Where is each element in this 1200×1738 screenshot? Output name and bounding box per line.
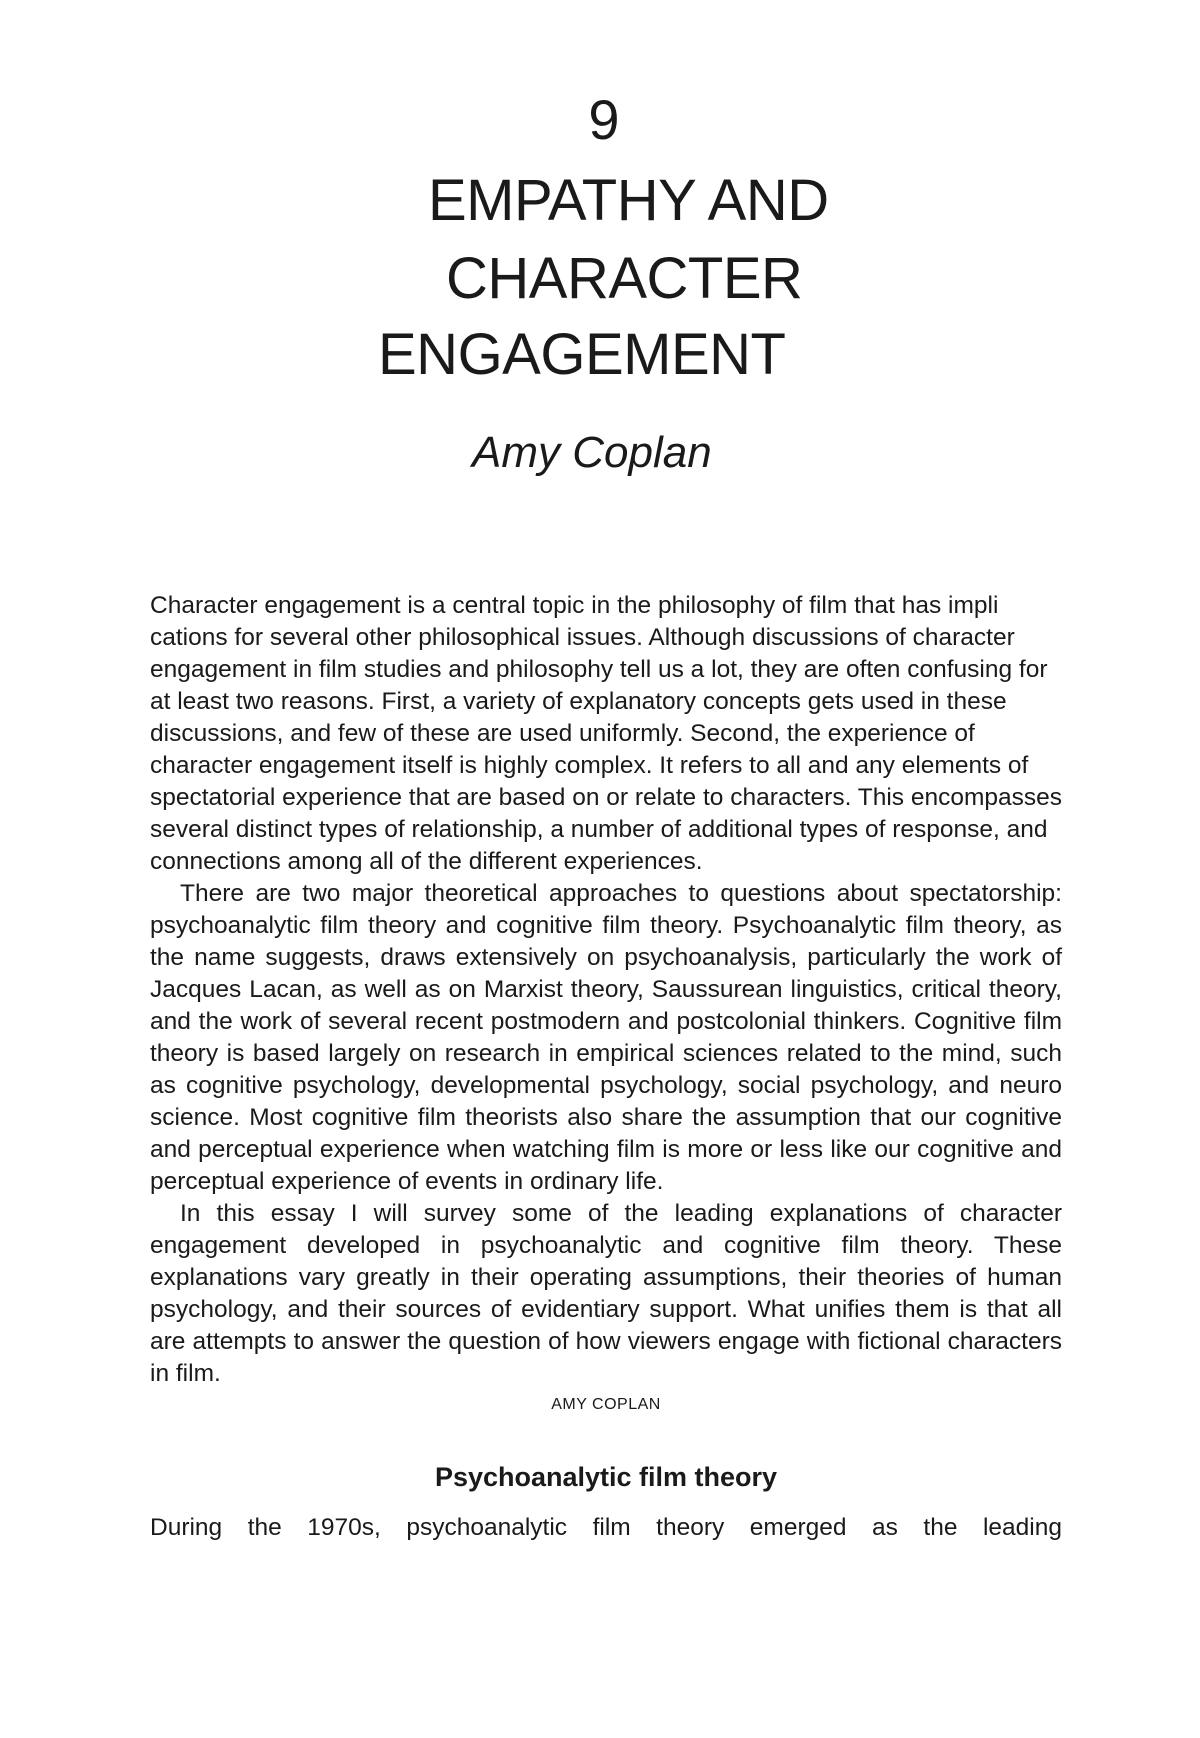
running-head: AMY COPLAN [551, 1396, 661, 1413]
chapter-title-line-3: ENGAGEMENT [378, 322, 786, 387]
body-text [150, 590, 1062, 1544]
chapter-number: 9 [588, 88, 620, 151]
paragraph-1: Character engagement is a central topic in the philosophy of film that has impli cations for several other philosophical issues. Although discussions of character engagement in film studies and philosophy tell us a lot, they are often confusing for at least two reasons. First, a variety of explanatory concepts gets used in these discussions, and few of these are used uniformly. Second, the experience of character engagement itself is highly complex. It refers to all and any elements of spectatorial experience that are based on or relate to characters. This encompasses several distinct types of relationship, a number of additional types of response, and connections among all of the different experiences. [150, 592, 1062, 875]
section-heading: Psychoanalytic film theory [434, 1462, 778, 1492]
chapter-title-line-1: EMPATHY AND [428, 168, 829, 233]
paragraph-3: In this essay I will survey some of the leading explanations of character engagement developed in psychoanalytic and cognitive film theory. These explanations vary greatly in their operating assumptions, their theories of human psychology, and their sources of evidentiary support. What unifies them is that all are attempts to answer the question of how viewers engage with fictional characters in film. [150, 1200, 1062, 1387]
author-name: Amy Coplan [472, 428, 712, 477]
section-first-line: During the 1970s, psychoanalytic film theory emerged as the leading [150, 1514, 1062, 1541]
paragraph-2: There are two major theoretical approaches to questions about spectatorship: psychoanalytic film theory and cognitive film theory. Psychoanalytic film theory, as the name suggests, draws extensively on psychoanalysis, particularly the work of Jacques Lacan, as well as on Marxist theory, Saussurean linguistics, critical theory, and the work of several recent postmodern and postcolonial thinkers. Cognitive film theory is based largely on research in empirical sciences related to the mind, such as cognitive psychology, developmental psychology, social psychology, and neuro science. Most cognitive film theorists also share the assumption that our cognitive and perceptual experience when watching film is more or less like our cognitive and perceptual experience of events in ordinary life. [150, 880, 1062, 1195]
chapter-title-line-2: CHARACTER [446, 246, 803, 311]
